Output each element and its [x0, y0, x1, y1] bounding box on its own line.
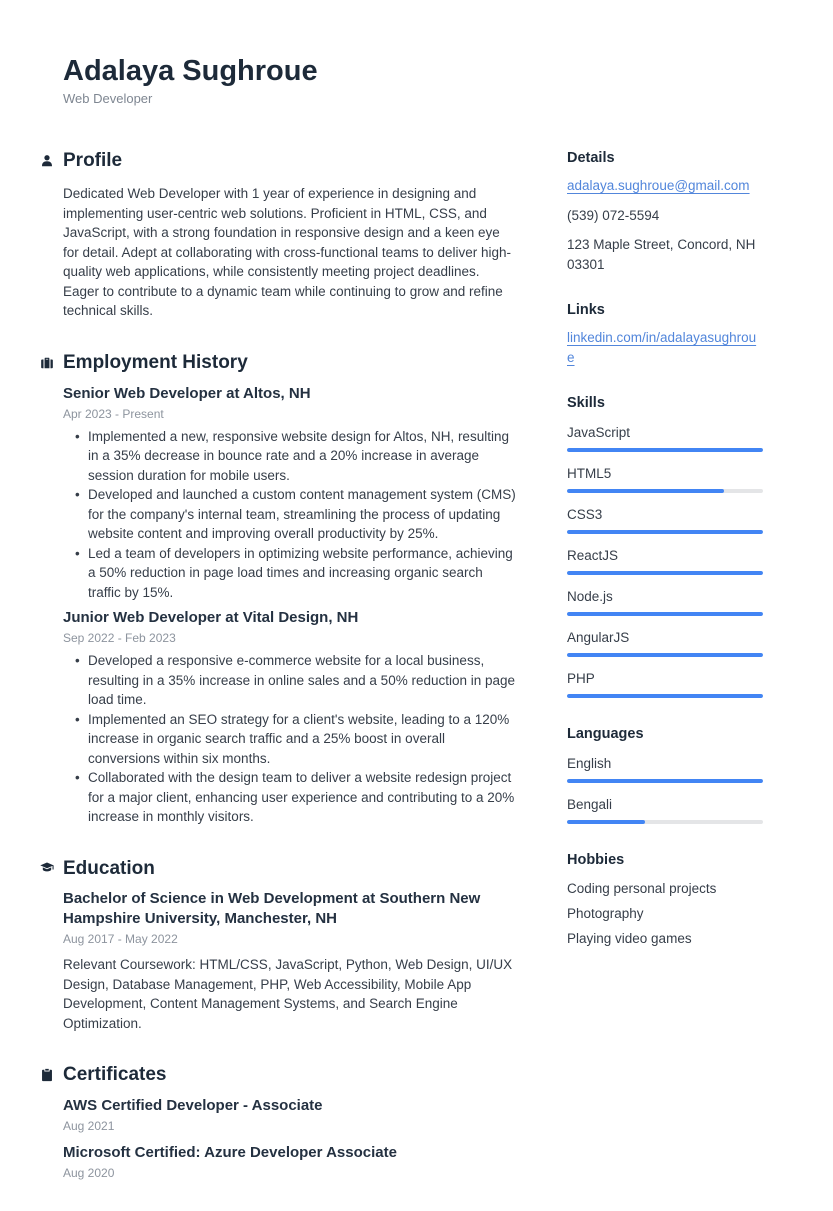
employment-section-heading [40, 352, 518, 374]
briefcase-icon [40, 356, 54, 370]
skill-level-bar [567, 653, 763, 657]
profile-text: Dedicated Web Developer with 1 year of experience in designing and implementing user-centric web solutions. Proficient in HTML, CSS, and JavaScript, with a strong foundation in responsive design and a keen eye for detail. Adept at collaborating with cross-functional teams to deliver high-quality web applications, while consistently meeting project deadlines. Eager to contribute to a dynamic team while continuing to grow and refine technical skills. [63, 186, 511, 319]
profile-section [63, 150, 518, 320]
education-dates: Aug 2017 - May 2022 [63, 932, 178, 947]
certificate-title: Microsoft Certified: Azure Developer Associate [63, 1144, 397, 1162]
job-entry [63, 384, 518, 603]
certificate-entry [63, 1096, 518, 1133]
education-section-heading [40, 858, 518, 880]
certificates-section [63, 1064, 518, 1180]
profile-section-heading [40, 150, 518, 172]
language-name: Bengali [567, 797, 613, 813]
language-name: English [567, 756, 612, 772]
skill-name: HTML5 [567, 466, 612, 482]
degree-title: Bachelor of Science in Web Development at Southern New Hampshire University, Manchester, NH [63, 890, 481, 928]
education-section [63, 858, 518, 1034]
language-item [567, 755, 763, 783]
skill-item [567, 670, 763, 698]
certificate-title: AWS Certified Developer - Associate [63, 1097, 323, 1115]
employment-section [63, 352, 518, 827]
skill-level-fill [567, 530, 763, 534]
person-icon [40, 154, 54, 168]
skill-level-bar [567, 448, 763, 452]
skill-item [567, 465, 763, 493]
hobbies-heading: Hobbies [567, 852, 625, 869]
skill-item [567, 424, 763, 452]
job-bullet-list [63, 427, 518, 603]
postal-address: 123 Maple Street, Concord, NH 03301 [567, 237, 756, 272]
resume-columns [63, 150, 763, 1211]
skill-level-fill [567, 694, 763, 698]
linkedin-link[interactable]: linkedin.com/in/adalayasughroue [567, 330, 757, 365]
skill-name: AngularJS [567, 630, 630, 646]
languages-heading: Languages [567, 726, 644, 743]
skill-item [567, 547, 763, 575]
details-section [567, 150, 763, 274]
skill-level-fill [567, 571, 763, 575]
links-section [567, 302, 763, 367]
job-bullet: • Developed a responsive e-commerce website for a local business, resulting in a 35% increase in online sales and a 50% reduction in page load time. [88, 651, 518, 710]
skill-level-fill [567, 448, 763, 452]
job-bullet: • Developed and launched a custom content management system (CMS) for the company's internal team, streamlining the process of updating website content and improving overall productivity by 25%. [88, 485, 518, 544]
phone-number: (539) 072-5594 [567, 207, 660, 223]
skill-item [567, 629, 763, 657]
details-heading: Details [567, 150, 615, 167]
languages-section [567, 726, 763, 824]
job-bullet: • Collaborated with the design team to deliver a website redesign project for a major client, enhancing user experience and contributing to a 20% increase in monthly visitors. [88, 768, 518, 827]
clipboard-icon [40, 1068, 54, 1082]
sidebar-column [567, 150, 763, 1211]
certificates-section-heading [40, 1064, 518, 1086]
education-entry [63, 889, 518, 1033]
certificates-heading-text: Certificates [63, 1064, 167, 1086]
skill-level-bar [567, 694, 763, 698]
certificate-entry [63, 1143, 518, 1180]
person-name: Adalaya Sughroue [63, 55, 318, 87]
language-level-fill [567, 779, 763, 783]
skill-name: JavaScript [567, 425, 631, 441]
job-title: Junior Web Developer at Vital Design, NH [63, 609, 359, 627]
job-bullet: • Implemented a new, responsive website design for Altos, NH, resulting in a 35% decrease in bounce rate and a 20% increase in average session duration for mobile users. [88, 427, 518, 486]
skill-name: ReactJS [567, 548, 619, 564]
language-item [567, 796, 763, 824]
skill-level-fill [567, 489, 724, 493]
job-dates: Apr 2023 - Present [63, 406, 164, 421]
link-row [567, 328, 763, 367]
email-link[interactable]: adalaya.sughroue@gmail.com [567, 178, 750, 194]
job-dates: Sep 2022 - Feb 2023 [63, 631, 176, 646]
profile-heading-text: Profile [63, 150, 123, 172]
skill-level-bar [567, 489, 763, 493]
person-job-title: Web Developer [63, 91, 153, 107]
certificate-date: Aug 2020 [63, 1166, 115, 1181]
skill-level-fill [567, 612, 763, 616]
skill-item [567, 506, 763, 534]
language-level-fill [567, 820, 645, 824]
job-entry [63, 608, 518, 827]
education-heading-text: Education [63, 857, 155, 879]
job-bullet-list [63, 651, 518, 827]
skill-name: PHP [567, 671, 595, 687]
job-bullet: • Implemented an SEO strategy for a client's website, leading to a 120% increase in organic search traffic and a 25% boost in overall conversions within six months. [88, 710, 518, 769]
main-column [63, 150, 518, 1211]
skill-name: Node.js [567, 589, 613, 605]
skill-level-bar [567, 530, 763, 534]
hobby-item: Coding personal projects [567, 881, 717, 897]
graduation-cap-icon [40, 861, 54, 875]
hobby-item: Playing video games [567, 931, 692, 947]
skill-name: CSS3 [567, 507, 603, 523]
hobbies-section [567, 852, 763, 951]
links-heading: Links [567, 302, 605, 319]
skill-level-bar [567, 612, 763, 616]
skill-item [567, 588, 763, 616]
resume-header [63, 55, 763, 106]
language-level-bar [567, 820, 763, 824]
employment-heading-text: Employment History [63, 351, 248, 373]
language-level-bar [567, 779, 763, 783]
skills-heading: Skills [567, 395, 605, 412]
skill-level-bar [567, 571, 763, 575]
job-title: Senior Web Developer at Altos, NH [63, 384, 311, 402]
skill-level-fill [567, 653, 763, 657]
hobby-item: Photography [567, 906, 644, 922]
education-description: Relevant Coursework: HTML/CSS, JavaScript, Python, Web Design, UI/UX Design, Database Management, PHP, Web Accessibility, Mobile App Development, Content Management Systems, and Search Engine Optimization. [63, 957, 513, 1031]
skills-section [567, 395, 763, 698]
job-bullet: • Led a team of developers in optimizing website performance, achieving a 50% reduction in page load times and increasing organic search traffic by 15%. [88, 544, 518, 603]
certificate-date: Aug 2021 [63, 1119, 115, 1134]
email-row [567, 176, 763, 196]
